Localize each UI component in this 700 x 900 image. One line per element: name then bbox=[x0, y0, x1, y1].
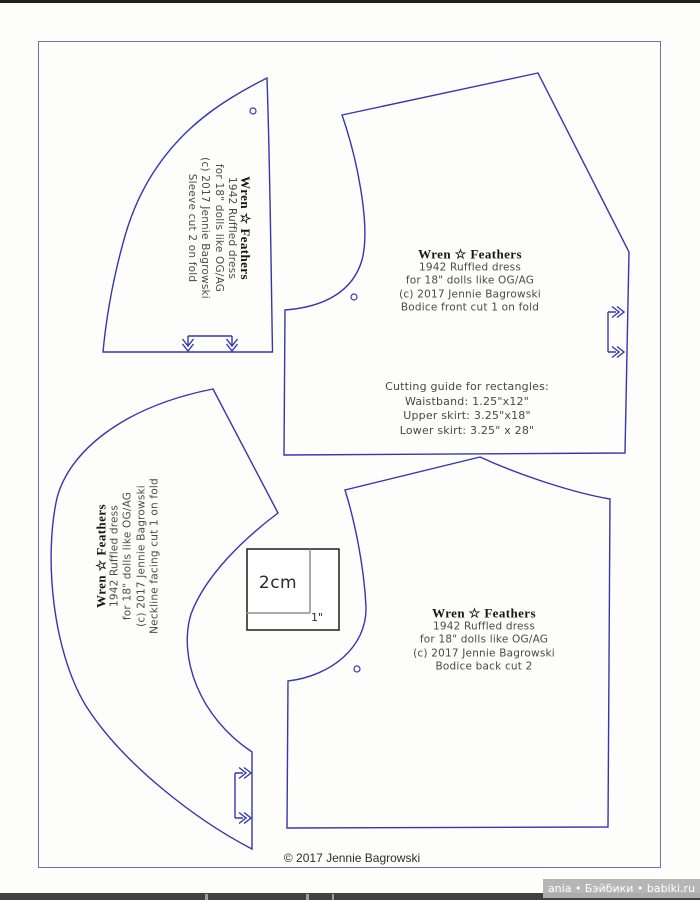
label-line: for 18" dolls like OG/AG bbox=[405, 274, 535, 287]
label-line: 1942 Ruffled dress bbox=[418, 260, 522, 273]
cutting-guide bbox=[385, 380, 549, 438]
label-line: for 18" dolls like OG/AG bbox=[419, 633, 549, 646]
scale-1inch-label: 1" bbox=[311, 611, 324, 624]
neckline-facing-label bbox=[94, 478, 162, 634]
scale-2cm-label: 2cm bbox=[258, 573, 298, 593]
label-line: Bodice back cut 2 bbox=[435, 660, 533, 673]
label-line: (c) 2017 Jennie Bagrowski bbox=[199, 157, 212, 299]
strip-notch bbox=[205, 894, 208, 900]
label-line: (c) 2017 Jennie Bagrowski bbox=[399, 287, 541, 300]
label-line: 1942 Ruffled dress bbox=[432, 619, 536, 632]
watermark-badge bbox=[543, 879, 700, 898]
label-line: 1942 Ruffled dress bbox=[107, 504, 120, 608]
strip-notch bbox=[332, 894, 334, 900]
bodice-back-dot-mark bbox=[354, 666, 360, 672]
label-line: for 18" dolls like OG/AG bbox=[212, 163, 225, 293]
neckline-facing-outline bbox=[51, 389, 278, 849]
bodice-back-label bbox=[413, 606, 555, 674]
label-line: for 18" dolls like OG/AG bbox=[121, 491, 134, 621]
strip-notch bbox=[306, 894, 309, 900]
bodice-front-dot-mark bbox=[351, 294, 357, 300]
label-line: Neckline facing cut 1 on fold bbox=[148, 478, 161, 634]
label-line: 1942 Ruffled dress bbox=[226, 176, 239, 280]
neckline-facing-fold-arrows bbox=[235, 768, 251, 824]
label-line: (c) 2017 Jennie Bagrowski bbox=[134, 485, 147, 627]
brand-title: Wren ☆ Feathers bbox=[237, 176, 253, 280]
brand-title: Wren ☆ Feathers bbox=[93, 504, 109, 608]
brand-title: Wren ☆ Feathers bbox=[432, 605, 536, 621]
bodice-front-label bbox=[399, 247, 541, 315]
sleeve-label bbox=[184, 157, 252, 299]
cutting-guide-item: Upper skirt: 3.25"x18" bbox=[403, 409, 531, 422]
bodice-front-fold-arrows bbox=[608, 307, 624, 358]
label-line: Sleeve cut 2 on fold bbox=[185, 173, 198, 283]
sleeve-fold-arrows bbox=[183, 336, 238, 351]
brand-title: Wren ☆ Feathers bbox=[418, 246, 522, 262]
watermark-text: ania • Бэйбики • babiki.ru bbox=[547, 882, 696, 895]
label-line: (c) 2017 Jennie Bagrowski bbox=[413, 646, 555, 659]
cutting-guide-heading: Cutting guide for rectangles: bbox=[385, 380, 549, 393]
label-line: Bodice front cut 1 on fold bbox=[400, 301, 540, 314]
cutting-guide-item: Lower skirt: 3.25" x 28" bbox=[399, 423, 535, 437]
sleeve-dot-mark bbox=[250, 108, 256, 114]
cutting-guide-item: Waistband: 1.25"x12" bbox=[404, 394, 529, 408]
copyright-text: © 2017 Jennie Bagrowski bbox=[283, 851, 421, 865]
